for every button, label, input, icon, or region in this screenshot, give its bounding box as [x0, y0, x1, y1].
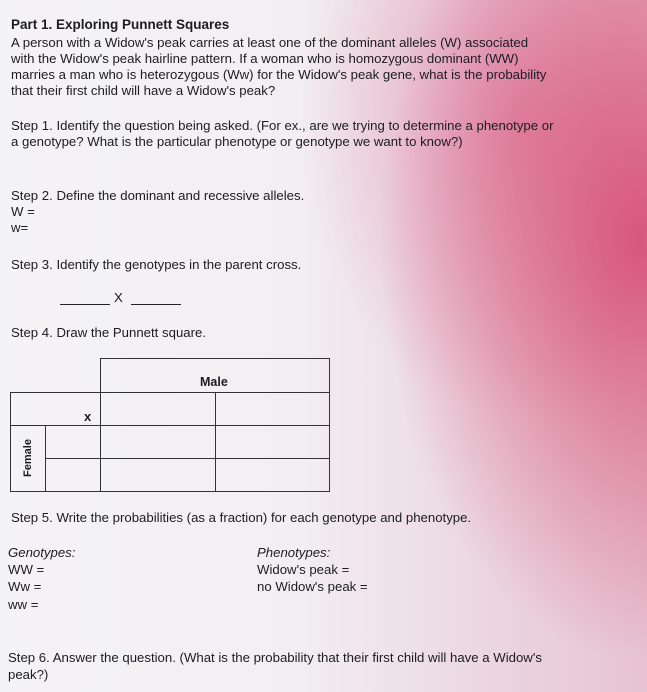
intro-line-2: with the Widow's peak hairline pattern. If a woman who is homozygous dominant (WW): [11, 51, 519, 66]
step1-line-2: a genotype? What is the particular phenotype or genotype we want to know?): [11, 134, 463, 149]
offspring-cell-3: [100, 458, 216, 492]
genotype-WW: WW =: [8, 562, 45, 577]
step4-heading: Step 4. Draw the Punnett square.: [11, 325, 206, 340]
step6-line-1: Step 6. Answer the question. (What is the probability that their first child will have a Widow's: [8, 650, 542, 665]
female-allele-1-cell: [45, 425, 101, 459]
intro-line-4: that their first child will have a Widow's peak?: [11, 83, 276, 98]
step2-dominant-allele: W =: [11, 204, 35, 219]
genotype-Ww: Ww =: [8, 579, 42, 594]
step2-heading: Step 2. Define the dominant and recessive alleles.: [11, 188, 305, 203]
step5-heading: Step 5. Write the probabilities (as a fraction) for each genotype and phenotype.: [11, 510, 472, 525]
parent1-blank: [60, 304, 110, 305]
female-label: Female: [22, 439, 34, 477]
phenotype-no-widows-peak: no Widow's peak =: [257, 579, 368, 594]
male-label: Male: [200, 375, 228, 389]
male-allele-2-cell: [215, 392, 330, 426]
phenotypes-heading: Phenotypes:: [257, 545, 331, 560]
step1-line-1: Step 1. Identify the question being asked. (For ex., are we trying to determine a phenotype or: [11, 118, 554, 133]
female-allele-2-cell: [45, 458, 101, 492]
cross-label: x: [84, 409, 92, 424]
intro-line-3: marries a man who is heterozygous (Ww) for the Widow's peak gene, what is the probability: [11, 67, 547, 82]
male-allele-1-cell: [100, 392, 216, 426]
intro-line-1: A person with a Widow's peak carries at least one of the dominant alleles (W) associated: [11, 35, 529, 50]
phenotype-widows-peak: Widow's peak =: [257, 562, 350, 577]
genotype-ww: ww =: [8, 597, 39, 612]
step2-recessive-allele: w=: [11, 220, 29, 235]
parent2-blank: [131, 304, 181, 305]
genotypes-heading: Genotypes:: [8, 545, 76, 560]
cross-symbol: X: [114, 290, 123, 305]
page-title: Part 1. Exploring Punnett Squares: [11, 17, 230, 32]
offspring-cell-4: [215, 458, 330, 492]
step3-heading: Step 3. Identify the genotypes in the parent cross.: [11, 257, 302, 272]
step6-line-2: peak?): [8, 667, 49, 682]
punnett-square: [10, 358, 330, 492]
offspring-cell-2: [215, 425, 330, 459]
offspring-cell-1: [100, 425, 216, 459]
